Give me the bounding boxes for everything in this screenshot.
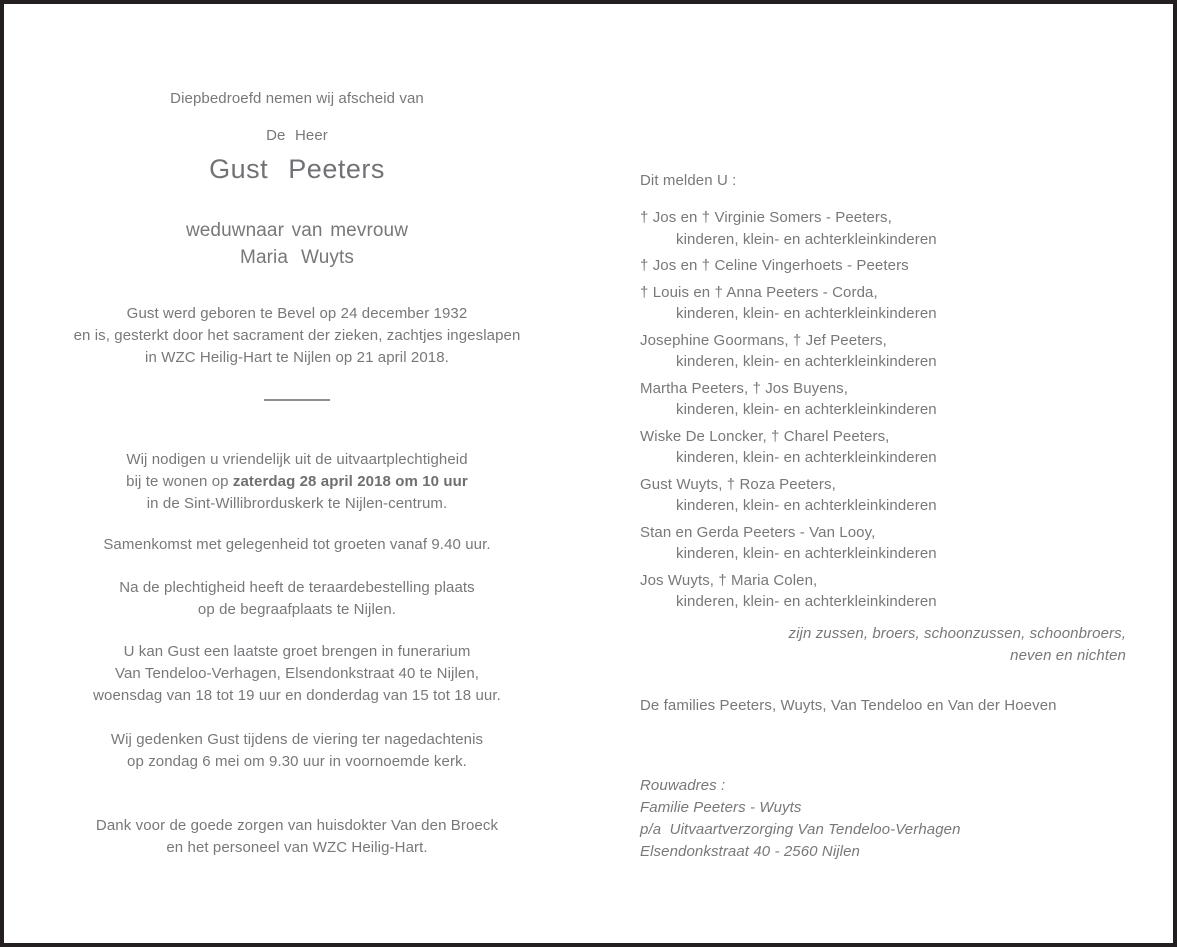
divider-rule [264,399,330,401]
burial-paragraph [57,577,537,621]
birth-death-line: in WZC Heilig-Hart te Nijlen op 21 april 2018. [145,349,449,366]
widower-line: weduwnaar van mevrouw [185,220,409,241]
thanks-paragraph [57,815,537,859]
announcement-heading: Dit melden U : [640,172,737,189]
funerarium-paragraph [57,641,537,707]
relative-descendants: kinderen, klein- en achterkleinkinderen [676,449,937,466]
mourning-address-line: Rouwadres : [640,776,726,794]
funerarium-line: U kan Gust een laatste groet brengen in funerarium [123,643,471,660]
funeral-date: zaterdag 28 april 2018 om 10 uur [232,473,468,490]
relative-entry [640,255,1126,277]
mourning-address-line: p/a Uitvaartverzorging Van Tendeloo-Verhagen [640,820,961,838]
relative-entry [640,378,1126,421]
invitation-line: in de Sint-Willibrorduskerk te Nijlen-centrum. [146,495,448,512]
memorial-line: Wij gedenken Gust tijdens de viering ter nagedachtenis [110,731,484,748]
mourning-address-line: Elsendonkstraat 40 - 2560 Nijlen [640,842,860,860]
relative-names: Gust Wuyts, † Roza Peeters, [640,475,836,493]
relative-names: Wiske De Loncker, † Charel Peeters, [640,427,890,445]
relative-descendants: kinderen, klein- en achterkleinkinderen [676,401,937,418]
relative-entry [640,474,1126,517]
burial-line: op de begraafplaats te Nijlen. [197,601,397,618]
left-column [57,4,537,859]
gathering-line: Samenkomst met gelegenheid tot groeten vanaf 9.40 uur. [103,536,491,553]
relative-descendants: kinderen, klein- en achterkleinkinderen [676,305,937,322]
thanks-line: Dank voor de goede zorgen van huisdokter Van den Broeck [95,817,499,834]
spouse-name: Maria Wuyts [240,247,354,268]
invitation-line: Wij nodigen u vriendelijk uit de uitvaartplechtigheid [126,451,468,468]
relation-note-line: neven en nichten [1010,647,1126,664]
relation-note-line: zijn zussen, broers, schoonzussen, schoonbroers, [788,624,1126,642]
relation-note [640,623,1126,668]
invitation-date-prefix: bij te wonen op [126,473,233,490]
funerarium-line: woensdag van 18 tot 19 uur en donderdag van 15 tot 18 uur. [93,687,501,704]
invitation-paragraph [57,449,537,515]
deceased-name: Gust Peeters [209,154,385,184]
relative-entry [640,570,1126,613]
mourning-address-block [640,775,1126,863]
relative-names: † Jos en † Celine Vingerhoets - Peeters [640,257,909,274]
relative-names: Josephine Goormans, † Jef Peeters, [640,331,887,349]
relative-entry [640,207,1126,250]
intro-line: Diepbedroefd nemen wij afscheid van [170,90,424,107]
relative-descendants: kinderen, klein- en achterkleinkinderen [676,545,937,562]
memorial-line: op zondag 6 mei om 9.30 uur in voornoemde kerk. [127,753,467,770]
birth-death-line: Gust werd geboren te Bevel op 24 december 1932 [126,305,468,322]
thanks-line: en het personeel van WZC Heilig-Hart. [166,839,428,856]
honorific-line: De Heer [266,127,328,144]
relative-descendants: kinderen, klein- en achterkleinkinderen [676,353,937,370]
relative-names: † Louis en † Anna Peeters - Corda, [640,283,878,301]
birth-death-line: en is, gesterkt door het sacrament der zieken, zachtjes ingeslapen [73,327,521,344]
relative-entry [640,426,1126,469]
invitation-line [57,471,537,493]
relative-entry [640,330,1126,373]
relatives-list [640,207,1126,613]
mourning-address-line: Familie Peeters - Wuyts [640,798,802,816]
relative-entry [640,522,1126,565]
relative-descendants: kinderen, klein- en achterkleinkinderen [676,497,937,514]
relative-entry [640,282,1126,325]
memorial-paragraph [57,729,537,773]
families-line: De families Peeters, Wuyts, Van Tendeloo en Van der Hoeven [640,696,1057,714]
relative-names: Jos Wuyts, † Maria Colen, [640,571,818,589]
funerarium-line: Van Tendeloo-Verhagen, Elsendonkstraat 40 te Nijlen, [114,665,480,682]
relative-names: † Jos en † Virginie Somers - Peeters, [640,209,892,226]
relative-names: Martha Peeters, † Jos Buyens, [640,379,848,397]
relative-descendants: kinderen, klein- en achterkleinkinderen [676,230,937,248]
relative-descendants: kinderen, klein- en achterkleinkinderen [676,593,937,610]
relative-names: Stan en Gerda Peeters - Van Looy, [640,523,876,541]
right-column [640,4,1126,863]
birth-death-paragraph [57,303,537,369]
widower-block [57,217,537,271]
burial-line: Na de plechtigheid heeft de teraardebestelling plaats [119,579,475,596]
